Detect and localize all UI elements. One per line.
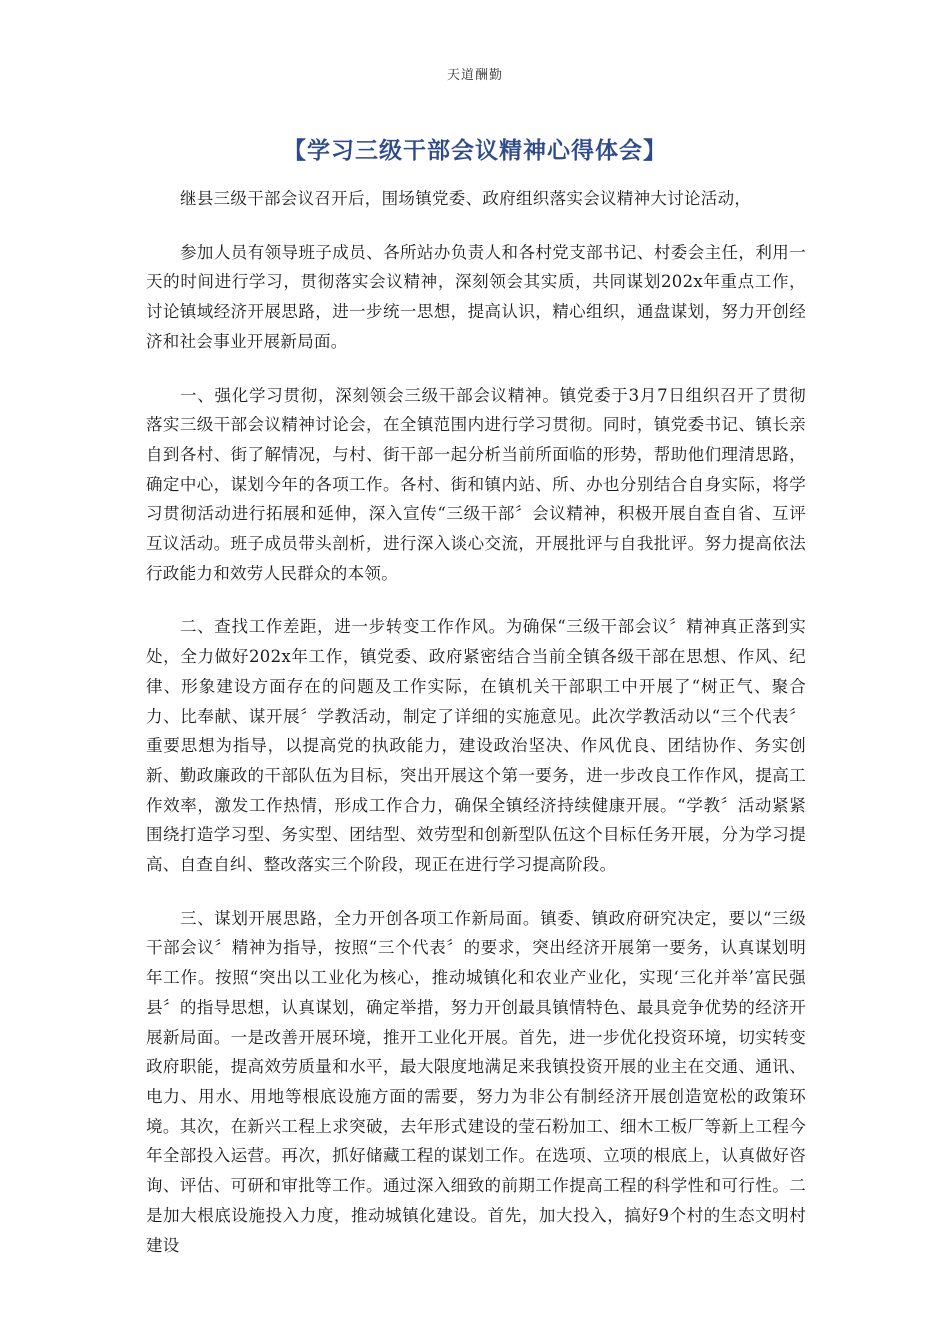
paragraph: 继县三级干部会议召开后，围场镇党委、政府组织落实会议精神大讨论活动， (180, 189, 752, 208)
paragraph: 参加人员有领导班子成员、各所站办负责人和各村党支部书记、村委会主任，利用一天的时间进行学习，贯彻落实会议精神，深刻领会其实质，共同谋划202x年重点工作，讨论镇域经济开展思路，进一步统一思想，提高认识，精心组织，通盘谋划，努力开创经济和社会事业开展新局面。 (146, 242, 806, 351)
paragraph: 一、强化学习贯彻，深刻领会三级干部会议精神。镇党委于3月7日组织召开了贯彻落实三级干部会议精神讨论会，在全镇范围内进行学习贯彻。同时，镇党委书记、镇长亲自到各村、街了解情况，与村、街干部一起分析当前所面临的形势，帮助他们理清思路，确定中心，谋划今年的各项工作。各村、街和镇内站、所、办也分别结合自身实际，将学习贯彻活动进行拓展和延伸，深入宣传“三级干部〞会议精神，积极开展自查自省、互评互议活动。班子成员带头剖析，进行深入谈心交流，开展批评与自我批评。努力提高依法行政能力和效劳人民群众的本领。 (146, 385, 806, 583)
paragraph: 三、谋划开展思路，全力开创各项工作新局面。镇委、镇政府研究决定，要以“三级干部会议〞精神为指导，按照“三个代表〞的要求，突出经济开展第一要务，认真谋划明年工作。按照“突出以工业化为核心，推动城镇化和农业产业化，实现‘三化并举’富民强县〞的指导思想，认真谋划，确定举措，努力开创最具镇情特色、最具竞争优势的经济开展新局面。一是改善开展环境，推开工业化开展。首先，进一步优化投资环境，切实转变政府职能，提高效劳质量和水平，最大限度地满足来我镇投资开展的业主在交通、通讯、电力、用水、用地等根底设施方面的需要，努力为非公有制经济开展创造宽松的政策环境。其次，在新兴工程上求突破，去年形式建设的莹石粉加工、细木工板厂等新上工程今年全部投入运营。再次，抓好储藏工程的谋划工作。在选项、立项的根底上，认真做好咨询、评估、可研和审批等工作。通过深入细致的前期工作提高工程的科学性和可行性。二是加大根底设施投入力度，推动城镇化建设。首先，加大投入，搞好9个村的生态文明村建设 (146, 908, 806, 1255)
paragraph: 二、查找工作差距，进一步转变工作作风。为确保“三级干部会议〞精神真正落到实处，全力做好202x年工作，镇党委、政府紧密结合当前全镇各级干部在思想、作风、纪律、形象建设方面存在的问题及工作实际，在镇机关干部职工中开展了“树正气、聚合力、比奉献、谋开展〞学教活动，制定了详细的实施意见。此次学教活动以“三个代表〞重要思想为指导，以提高党的执政能力，建设政治坚决、作风优良、团结协作、务实创新、勤政廉政的干部队伍为目标，突出开展这个第一要务，进一步改良工作作风，提高工作效率，激发工作热情，形成工作合力，确保全镇经济持续健康开展。“学教〞活动紧紧围绕打造学习型、务实型、团结型、效劳型和创新型队伍这个目标任务开展，分为学习提高、自查自纠、整改落实三个阶段，现正在进行学习提高阶段。 (146, 617, 806, 875)
document-title: 【学习三级干部会议精神心得体会】 (283, 138, 667, 164)
document-body (146, 184, 806, 1284)
page-header: 天道酬勤 (446, 68, 503, 83)
